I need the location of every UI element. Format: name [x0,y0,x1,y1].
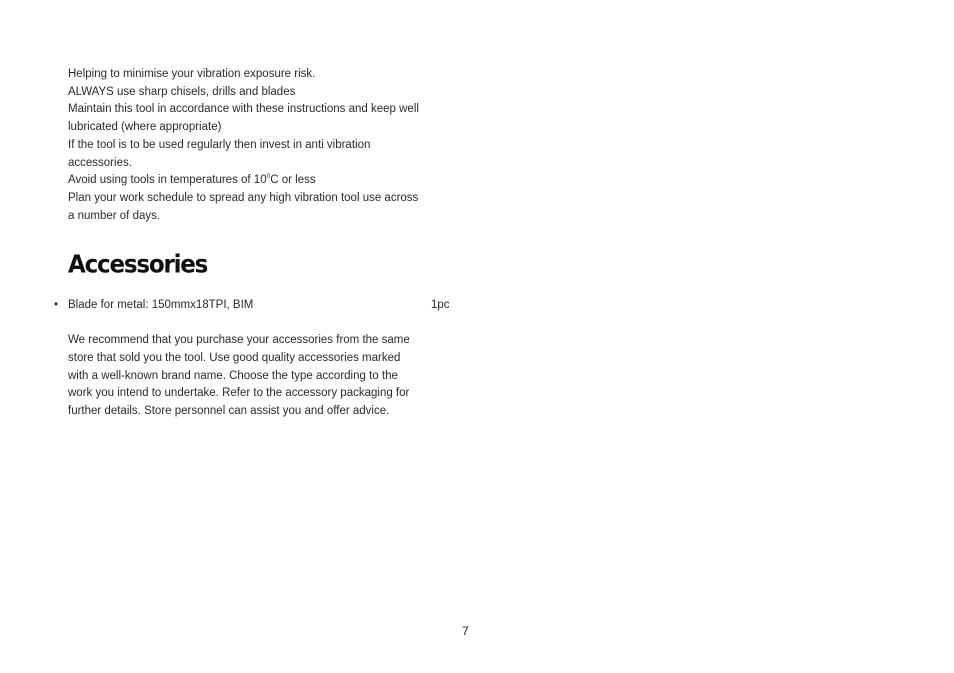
tip-line: Maintain this tool in accordance with these instructions and keep well [68,103,419,116]
tip-line: a number of days. [68,209,161,222]
tip-text: Avoid using tools in temperatures of 10 [68,174,267,187]
accessory-quantity: 1pc [431,299,450,311]
recommend-line: We recommend that you purchase your accessories from the same [68,334,410,346]
degree-superscript: 0 [266,173,271,181]
tip-text: C or less [270,174,316,187]
tip-line-temperature [68,172,458,190]
tip-line: accessories. [68,156,132,169]
tip-line: lubricated (where appropriate) [68,121,222,134]
recommend-line: work you intend to undertake. Refer to the accessory packaging for [68,387,410,400]
vibration-tips [68,66,458,225]
tip-line: If the tool is to be used regularly then invest in anti vibration [68,138,371,151]
bullet-icon: • [54,299,59,311]
tip-line: ALWAYS use sharp chisels, drills and blades [68,85,296,98]
recommend-line: store that sold you the tool. Use good quality accessories marked [68,351,401,364]
recommend-line: with a well-known brand name. Choose the type according to the [68,369,398,382]
accessory-name: Blade for metal: 150mmx18TPI, BIM [68,299,254,311]
accessories-heading: Accessories [68,251,208,280]
accessory-recommendation [68,332,458,421]
tip-line: Helping to minimise your vibration exposure risk. [68,68,316,80]
page-number: 7 [462,624,469,638]
tip-line: Plan your work schedule to spread any high vibration tool use across [68,191,419,204]
recommend-line: further details. Store personnel can assist you and offer advice. [68,405,390,418]
